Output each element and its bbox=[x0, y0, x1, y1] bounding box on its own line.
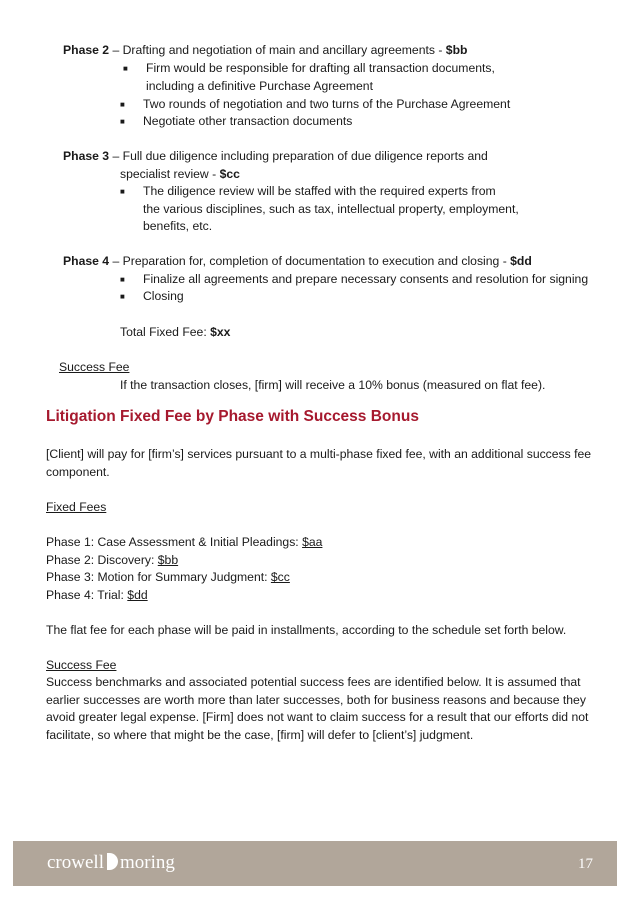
phase3-bullet-1: The diligence review will be staffed with the required experts from bbox=[143, 184, 496, 198]
litigation-phase-3-label: Phase 3: Motion for Summary Judgment: bbox=[46, 570, 271, 584]
litigation-success-line-1: Success benchmarks and associated potential success fees are identified below. It is assumed that bbox=[46, 675, 581, 689]
phase2-bullet-1-cont: including a definitive Purchase Agreement bbox=[146, 79, 373, 93]
litigation-phase-2-label: Phase 2: Discovery: bbox=[46, 553, 158, 567]
phase2-bullet-2: Two rounds of negotiation and two turns of the Purchase Agreement bbox=[143, 97, 511, 111]
crowell-moring-logo bbox=[47, 851, 175, 875]
litigation-phase-3 bbox=[46, 569, 290, 587]
litigation-phase-4 bbox=[46, 587, 148, 605]
fixed-fees-heading: Fixed Fees bbox=[46, 500, 107, 514]
litigation-success-heading: Success Fee bbox=[46, 658, 117, 672]
litigation-phase-2 bbox=[46, 552, 178, 570]
phase2-label: Phase 2 bbox=[63, 43, 110, 57]
phase2-desc: – Drafting and negotiation of main and ancillary agreements - bbox=[109, 43, 446, 57]
phase3-label: Phase 3 bbox=[63, 149, 110, 163]
phase3-line bbox=[63, 148, 488, 166]
litigation-intro-cont: component. bbox=[46, 465, 110, 479]
success-fee-text: If the transaction closes, [firm] will receive a 10% bonus (measured on flat fee). bbox=[120, 378, 546, 392]
section-title: Litigation Fixed Fee by Phase with Success Bonus bbox=[46, 408, 419, 425]
litigation-success-line-3: avoid greater legal expense. [Firm] does not want to claim success for a result that our efforts did not bbox=[46, 710, 589, 724]
litigation-phase-3-fee: $cc bbox=[270, 570, 290, 584]
phase3-desc: – Full due diligence including preparation of due diligence reports and bbox=[109, 149, 488, 163]
installments-text: The flat fee for each phase will be paid in installments, according to the schedule set forth below. bbox=[46, 623, 567, 637]
phase4-desc: – Preparation for, completion of documentation to execution and closing - bbox=[109, 254, 511, 268]
phase4-fee: $dd bbox=[510, 254, 532, 268]
phase4-bullet-2: Closing bbox=[143, 289, 184, 303]
page-footer bbox=[13, 841, 617, 886]
litigation-success-line-4: facilitate, so where that might be the case, [firm] will defer to [client’s] judgment. bbox=[46, 728, 474, 742]
litigation-phase-1-fee: $aa bbox=[302, 535, 323, 549]
litigation-phase-1-label: Phase 1: Case Assessment & Initial Pleadings: bbox=[46, 535, 303, 549]
phase2-line bbox=[63, 42, 467, 60]
phase2-bullet-1: Firm would be responsible for drafting all transaction documents, bbox=[146, 61, 495, 75]
logo-text-right: moring bbox=[119, 852, 175, 873]
total-fixed-fee bbox=[120, 324, 230, 342]
phase3-bullet-1-cont2: benefits, etc. bbox=[143, 219, 213, 233]
bullet-icon: ■ bbox=[120, 292, 125, 301]
phase3-desc-cont: specialist review - bbox=[120, 167, 220, 181]
success-fee-heading: Success Fee bbox=[59, 360, 130, 374]
litigation-phase-2-fee: $bb bbox=[157, 553, 179, 567]
litigation-phase-4-fee: $dd bbox=[127, 588, 148, 602]
bullet-icon: ■ bbox=[120, 187, 125, 196]
phase3-line-2 bbox=[120, 166, 240, 184]
bullet-icon: ■ bbox=[123, 64, 128, 73]
litigation-phase-4-label: Phase 4: Trial: bbox=[46, 588, 128, 602]
phase4-bullet-1: Finalize all agreements and prepare necessary consents and resolution for signing bbox=[143, 272, 589, 286]
phase4-label: Phase 4 bbox=[63, 254, 110, 268]
bullet-icon: ■ bbox=[120, 275, 125, 284]
phase2-fee: $bb bbox=[445, 43, 468, 57]
litigation-success-line-2: earlier successes are worth more than later successes, both for business reasons and because they bbox=[46, 693, 586, 707]
bullet-icon: ■ bbox=[120, 100, 125, 109]
total-label: Total Fixed Fee: bbox=[120, 325, 211, 339]
phase4-line bbox=[63, 253, 532, 271]
logo-text-left: crowell bbox=[47, 852, 104, 873]
phase3-bullet-1-cont: the various disciplines, such as tax, intellectual property, employment, bbox=[143, 202, 519, 216]
litigation-phase-1 bbox=[46, 534, 322, 552]
page-number: 17 bbox=[578, 856, 593, 872]
phase3-fee: $cc bbox=[219, 167, 240, 181]
litigation-intro: [Client] will pay for [firm’s] services pursuant to a multi-phase fixed fee, with an additional success fee bbox=[46, 447, 592, 461]
logo-mark-icon bbox=[107, 853, 118, 870]
phase2-bullet-3: Negotiate other transaction documents bbox=[143, 114, 353, 128]
bullet-icon: ■ bbox=[120, 117, 125, 126]
total-value: $xx bbox=[210, 325, 231, 339]
